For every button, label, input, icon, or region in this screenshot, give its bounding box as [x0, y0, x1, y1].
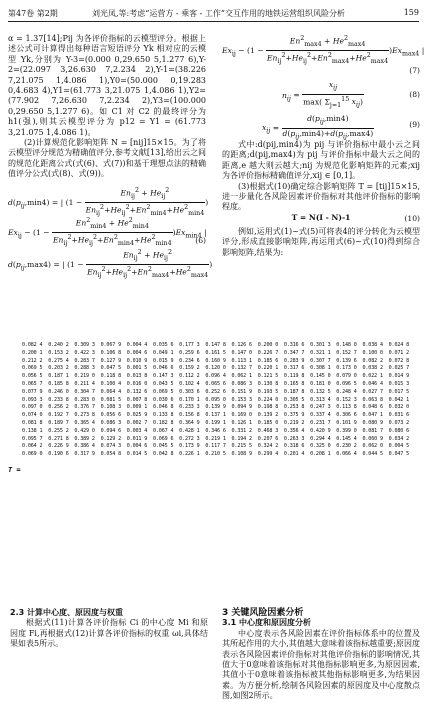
matrix-cell: 0.003 4: [126, 427, 148, 434]
matrix-cell: 0.062 1: [231, 373, 252, 380]
matrix-cell: 0.331 2: [231, 427, 252, 434]
matrix-row: [22, 389, 415, 397]
paragraph-total-matrix: (3)根据式(10)确定综合影响矩阵 T = [tij]15×15,进一步量化各风险因素评价指标对其他评价指标的影响程度。: [222, 181, 420, 212]
matrix-cell: 0.231 7: [310, 419, 331, 426]
matrix-cell: 0.317 6: [283, 365, 305, 372]
heading-2-3: 2.3 计算中心度、原因度与权重: [10, 608, 123, 617]
matrix-cell: 0.077 9: [22, 388, 43, 395]
matrix-cell: 0.309 3: [74, 342, 95, 348]
matrix-cell: 0.009 1: [126, 404, 148, 411]
matrix-cell: 0.181 0: [310, 380, 331, 387]
matrix-cell: 0.253 8: [283, 404, 305, 411]
matrix-cell: 0.069 5: [152, 388, 174, 395]
matrix-cell: 0.100 4: [100, 380, 121, 387]
matrix-cell: 0.025 7: [388, 365, 410, 372]
matrix-cell: 0.226 9: [48, 443, 69, 450]
matrix-cell: 0.177 3: [179, 342, 200, 348]
matrix-cell: 0.046 6: [152, 365, 174, 372]
matrix-cell: 0.428 1: [179, 427, 200, 434]
matrix-cell: 0.096 5: [336, 380, 357, 387]
matrix-cell: 0.207 6: [257, 435, 279, 442]
matrix-row: [22, 381, 415, 389]
matrix-cell: 0.015 3: [388, 380, 410, 387]
paragraph-normalize: (2)计算规范化影响矩阵 N = [nij]15×15。为了将云模型评分规范为精确值评分,参考文献[13],给出云之间的规范化距离公式(式(6)、式(7))和基于理想点法的精确值评分公式(式(8)、式(9))。: [8, 138, 206, 179]
paragraph-symbols: 式中:d(pij,min4)为 pij 与评价指标中最小云之间的距离;d(pij,max4)为 pij 与评价指标中最大云之间的距离,e 越大则云越大;nij 为规范化影响矩阵的元素;xij 为各评价指标精确值评分,xij ∈ [0,1]。: [222, 140, 420, 181]
matrix-cell: 0.201 4: [283, 451, 305, 458]
matrix-cell: 0.048 6: [362, 404, 383, 411]
matrix-cell: 0.069 5: [22, 365, 43, 372]
section-3: [222, 608, 420, 702]
matrix-cell: 0.199 1: [205, 419, 226, 426]
left-column: [8, 34, 213, 280]
matrix-cell: 0.185 0: [257, 419, 279, 426]
matrix-cell: 0.386 4: [74, 443, 95, 450]
matrix-cell: 0.153 3: [231, 396, 252, 403]
matrix-row: [22, 342, 415, 350]
matrix-cell: 0.038 4: [362, 342, 383, 348]
matrix-cell: 0.025 9: [126, 412, 148, 419]
matrix-cell: 0.047 5: [100, 365, 121, 372]
matrix-cell: 0.170 1: [179, 396, 200, 403]
matrix-cell: 0.224 0: [257, 396, 279, 403]
matrix-cell: 0.233 3: [179, 404, 200, 411]
matrix-cell: 0.082 2: [362, 357, 383, 364]
matrix-cell: 0.073 2: [388, 419, 410, 426]
matrix-cell: 0.356 4: [283, 427, 305, 434]
matrix-cell: 0.272 3: [179, 435, 200, 442]
matrix-cell: 0.113 1: [231, 357, 252, 364]
matrix-cell: 0.318 6: [283, 443, 305, 450]
matrix-cell: 0.082 4: [22, 342, 43, 348]
matrix-cell: 0.056 5: [22, 373, 43, 380]
matrix-row: [22, 373, 415, 381]
matrix-cell: 0.065 7: [22, 380, 43, 387]
matrix-cell: 0.071 2: [388, 349, 410, 356]
matrix-cell: 0.080 9: [362, 419, 383, 426]
matrix-cell: 0.010 9: [126, 357, 148, 364]
matrix-cell: 0.072 8: [388, 357, 410, 364]
matrix-cell: 0.347 7: [283, 349, 305, 356]
matrix-cell: 0.346 6: [205, 427, 226, 434]
matrix-cell: 0.042 8: [152, 451, 174, 458]
matrix-cell: 0.273 8: [74, 412, 95, 419]
eq10-number: (10): [404, 213, 420, 223]
matrix-cell: 0.080 6: [388, 427, 410, 434]
matrix-row: [22, 412, 415, 420]
matrix-cell: 0.117 7: [205, 443, 226, 450]
matrix-cell: 0.132 7: [231, 365, 252, 372]
matrix-cell: 0.152 3: [336, 396, 357, 403]
matrix-cell: 0.301 3: [310, 342, 331, 348]
matrix-cell: 0.252 6: [205, 388, 226, 395]
matrix-cell: 0.212 2: [22, 357, 43, 364]
matrix-cell: 0.399 0: [336, 427, 357, 434]
matrix-cell: 0.147 0: [231, 349, 252, 356]
matrix-cell: 0.137 1: [205, 412, 226, 419]
matrix-cell: 0.118 8: [100, 373, 121, 380]
equation-7-left: $d(p_{ij},\max 4)$ = | (1 − $\frac{En_{ij}^2 + He_{ij}^2}{En_{ij}^2+He_{ij}^2+En^2_{max4}+He^2_{max4}}$ ): [8, 248, 213, 280]
matrix-cell: 0.097 0: [22, 404, 43, 411]
matrix-cell: 0.169 0: [231, 412, 252, 419]
matrix-cell: 0.034 2: [388, 435, 410, 442]
matrix-cell: 0.049 1: [152, 349, 174, 356]
matrix-cell: 0.259 6: [179, 349, 200, 356]
matrix-cell: 0.022 1: [362, 373, 383, 380]
paragraph-centrality: 根据式(11)计算各评价指标 Ci 的中心度 Mi 和原因度 Fi,再根据式(12)计算各评价指标的权重 ωi,具体结果如表5所示。: [10, 618, 208, 649]
page-number: 159: [403, 8, 419, 17]
matrix-cell: 0.299 4: [257, 451, 279, 458]
matrix-cell: 0.211 4: [74, 380, 95, 387]
matrix-cell: 0.161 5: [205, 349, 226, 356]
matrix-cell: 0.283 9: [283, 357, 305, 364]
matrix-cell: 0.337 4: [310, 412, 331, 419]
matrix-cell: 0.307 7: [310, 357, 331, 364]
matrix-cell: 0.215 5: [231, 443, 252, 450]
matrix-cell: 0.220 1: [257, 365, 279, 372]
matrix-cell: 0.325 0: [310, 443, 331, 450]
matrix-cell: 0.275 4: [48, 357, 69, 364]
matrix-body: [22, 342, 415, 459]
matrix-cell: 0.248 4: [336, 388, 357, 395]
matrix-cell: 0.271 8: [48, 435, 69, 442]
matrix-cell: 0.015 9: [152, 357, 174, 364]
matrix-cell: 0.147 3: [152, 373, 174, 380]
matrix-cell: 0.294 4: [310, 435, 331, 442]
matrix-cell: 0.064 4: [100, 388, 121, 395]
matrix-cell: 0.047 5: [388, 451, 410, 458]
matrix-cell: 0.151 9: [231, 388, 252, 395]
matrix-cell: 0.219 1: [205, 435, 226, 442]
matrix-cell: 0.042 1: [388, 396, 410, 403]
matrix-cell: 0.429 0: [74, 427, 95, 434]
matrix-cell: 0.226 7: [257, 349, 279, 356]
matrix-cell: 0.160 9: [205, 357, 226, 364]
matrix-cell: 0.079 0: [336, 373, 357, 380]
paragraph-cloud-scores: α = 1.37[14];Pij 为各评价指标的云模型评分。根据上述公式可计算得出每种语言短语评分 Yk 相对应的云模型 Yk,分别为 Y-3=(0.000 0,29.650 5,1.277 6),Y-2=(22.097 3,26.630 7,2.234 2),Y-1=(38.226 7,21.075 1,4.086 1),Y0=(50.000 0,19.283 0,4.683 4),Y1=(61.773 3,21.075 1,4.086 1),Y2=(77.902 7,26.630 7,2.234 2),Y3=(100.000 0,29.650 5,1.277 6)。如 C1 对 C2 的最终评分为 h1(强),则其云模型评分为 p12 = Y1 = (61.773 3,21.075 1,4.086 1)。: [8, 34, 206, 137]
matrix-cell: 0.389 2: [74, 435, 95, 442]
matrix-cell: 0.004 6: [126, 443, 148, 450]
equation-6-cont: $Ex_{ij} - (1$ − $\frac{En^2_{min4} + He^2_{min4}}{En_{ij}^2+He_{ij}^2+En^2_{min4}+He^2_{min4}}$ )$Ex_{min4}$ | (6): [8, 216, 207, 248]
matrix-cell: 0.066 4: [336, 451, 357, 458]
matrix-cell: 0.095 0: [205, 396, 226, 403]
matrix-cell: 0.152 7: [336, 349, 357, 356]
matrix-cell: 0.069 6: [152, 435, 174, 442]
matrix-cell: 0.067 9: [100, 342, 121, 348]
matrix-cell: 0.016 0: [126, 380, 148, 387]
matrix-cell: 0.246 0: [48, 388, 69, 395]
journal-volume: 第47卷 第2期: [8, 9, 58, 18]
heading-3: 3 关键风险因素分析: [222, 608, 304, 618]
running-title: 刘光凤,等:考虑“运营方 - 乘客 - 工作”交互作用的地铁运营组织风险分析: [92, 9, 345, 18]
matrix-cell: 0.004 6: [126, 349, 148, 356]
matrix-cell: 0.303 6: [179, 388, 200, 395]
matrix-cell: 0.063 8: [362, 396, 383, 403]
eq6-number: (6): [195, 235, 206, 245]
matrix-cell: 0.316 6: [283, 342, 305, 348]
matrix-row: [22, 436, 415, 444]
matrix-cell: 0.004 4: [126, 342, 148, 348]
matrix-row: [22, 420, 415, 428]
matrix-cell: 0.193 5: [257, 388, 279, 395]
matrix-cell: 0.113 8: [336, 404, 357, 411]
matrix-cell: 0.054 8: [100, 451, 121, 458]
matrix-cell: 0.256 2: [48, 404, 69, 411]
matrix-cell: 0.189 7: [48, 419, 69, 426]
equation-8: $n_{ij}$ = $\frac{x_{ij}}{\max( \Sigma_{j=1}^{15} x_{ij})}$ (8): [282, 80, 420, 109]
matrix-cell: 0.185 6: [257, 357, 279, 364]
matrix-cell: 0.093 3: [22, 396, 43, 403]
matrix-cell: 0.226 1: [179, 451, 200, 458]
matrix-cell: 0.100 0: [362, 349, 383, 356]
matrix-cell: 0.305 5: [283, 396, 305, 403]
matrix-cell: 0.156 8: [179, 412, 200, 419]
matrix-cell: 0.139 6: [336, 357, 357, 364]
matrix-cell: 0.159 2: [179, 365, 200, 372]
matrix-cell: 0.200 0: [257, 342, 279, 348]
matrix-cell: 0.094 6: [100, 427, 121, 434]
matrix-cell: 0.014 5: [126, 451, 148, 458]
matrix-cell: 0.219 0: [74, 373, 95, 380]
matrix-cell: 0.147 8: [205, 342, 226, 348]
matrix-cell: 0.060 9: [362, 435, 383, 442]
matrix-row: [22, 428, 415, 436]
matrix-cell: 0.208 1: [310, 451, 331, 458]
matrix-cell: 0.133 8: [152, 412, 174, 419]
matrix-cell: 0.069 0: [22, 451, 43, 458]
matrix-cell: 0.132 6: [126, 388, 148, 395]
matrix-row: [22, 443, 415, 451]
page-header: [8, 7, 419, 22]
heading-3-1: 3.1 中心度和原因度分析: [222, 618, 311, 628]
matrix-cell: 0.130 8: [257, 380, 279, 387]
matrix-cell: 0.065 6: [205, 380, 226, 387]
matrix-cell: 0.219 2: [283, 419, 305, 426]
matrix-cell: 0.283 7: [74, 357, 95, 364]
eq7-number-row: [222, 66, 420, 80]
matrix-cell: 0.121 5: [257, 373, 279, 380]
matrix-cell: 0.240 2: [48, 342, 69, 348]
matrix-cell: 0.106 8: [100, 349, 121, 356]
matrix-row: [22, 404, 415, 412]
matrix-cell: 0.056 6: [100, 412, 121, 419]
matrix-cell: 0.067 4: [152, 427, 174, 434]
eq7-number: (7): [409, 66, 420, 75]
matrix-cell: 0.255 2: [48, 427, 69, 434]
matrix-cell: 0.126 1: [231, 419, 252, 426]
matrix-cell: 0.081 5: [100, 396, 121, 403]
matrix-cell: 0.198 8: [257, 404, 279, 411]
matrix-row: [22, 358, 415, 366]
matrix-cell: 0.108 3: [100, 404, 121, 411]
matrix-cell: 0.203 2: [48, 365, 69, 372]
matrix-cell: 0.420 9: [310, 427, 331, 434]
matrix-T: [8, 342, 419, 607]
matrix-cell: 0.043 5: [152, 380, 174, 387]
matrix-cell: 0.013 8: [126, 373, 148, 380]
matrix-cell: 0.132 5: [310, 388, 331, 395]
matrix-row: [22, 451, 415, 459]
paragraph-example: 例如,运用式(1)~式(5)可将表4的评分转化为云模型评分,形成直接影响矩阵,再运用式(6)~式(10)得到综合影响矩阵,结果为:: [222, 226, 420, 257]
matrix-cell: 0.247 3: [310, 404, 331, 411]
matrix-cell: 0.138 1: [22, 427, 43, 434]
matrix-cell: 0.011 9: [126, 435, 148, 442]
matrix-cell: 0.001 5: [126, 365, 148, 372]
matrix-cell: 0.283 0: [74, 396, 95, 403]
matrix-cell: 0.173 0: [336, 365, 357, 372]
matrix-cell: 0.094 9: [231, 404, 252, 411]
matrix-cell: 0.234 6: [179, 357, 200, 364]
matrix-cell: 0.095 7: [22, 435, 43, 442]
matrix-cell: 0.194 2: [231, 435, 252, 442]
matrix-cell: 0.306 6: [336, 412, 357, 419]
matrix-cell: 0.047 1: [362, 412, 383, 419]
matrix-cell: 0.324 2: [257, 443, 279, 450]
matrix-cell: 0.182 8: [152, 419, 174, 426]
eq10-formula: T = N(I - N)-1: [291, 212, 351, 222]
equation-7: $Ex_{ij} - (1$ − $\frac{En^2_{max4} + He^2_{max4}}{En_{ij}^2+He_{ij}^2+En^2_{max4}+He^2_{max4}}$ )$Ex_{max4}$ |: [222, 35, 425, 66]
matrix-cell: 0.376 7: [74, 404, 95, 411]
matrix-cell: 0.002 7: [126, 419, 148, 426]
matrix-cell: 0.108 9: [231, 451, 252, 458]
matrix-cell: 0.187 1: [48, 373, 69, 380]
matrix-cell: 0.192 7: [48, 412, 69, 419]
matrix-cell: 0.027 7: [362, 388, 383, 395]
matrix-cell: 0.230 2: [336, 443, 357, 450]
matrix-cell: 0.139 9: [205, 404, 226, 411]
matrix-cell: 0.102 4: [179, 380, 200, 387]
matrix-cell: 0.017 5: [388, 388, 410, 395]
matrix-cell: 0.313 4: [310, 396, 331, 403]
matrix-cell: 0.074 0: [22, 412, 43, 419]
matrix-cell: 0.086 3: [100, 419, 121, 426]
paragraph-analysis: 中心度表示各风险因素在评价指标体系中的位置及其所起作用的大小,其值越大意味着该指标越重要;原因度表示各风险因素评价指标对其他评价指标的影响情况,其值大于0意味着该指标对其他指标影响更多,为原因因素,其值小于0意味着该指标被其他指标影响更多,为结果因素。为方便分析,绘制各风险因素的原因度及中心度散点图,如图2所示。: [222, 628, 420, 701]
matrix-cell: 0.375 9: [283, 412, 305, 419]
matrix-cell: 0.190 6: [48, 451, 69, 458]
matrix-cell: 0.024 8: [388, 342, 410, 348]
equation-6: $d(p_{ij},\min 4)$ = | (1 − $\frac{En_{ij}^2 + He_{ij}^2}{En_{ij}^2+He_{ij}^2+En^2_{min4}+He^2_{min4}}$ ): [8, 186, 209, 218]
matrix-cell: 0.165 8: [283, 380, 305, 387]
matrix-cell: 0.081 8: [22, 419, 43, 426]
matrix-cell: 0.062 0: [362, 443, 383, 450]
matrix-cell: 0.014 9: [388, 373, 410, 380]
matrix-cell: 0.038 2: [362, 365, 383, 372]
matrix-cell: 0.045 5: [152, 443, 174, 450]
matrix-cell: 0.030 6: [152, 396, 174, 403]
matrix-cell: 0.304 7: [74, 388, 95, 395]
matrix-cell: 0.200 1: [22, 349, 43, 356]
matrix-cell: 0.120 0: [205, 365, 226, 372]
matrix-row: [22, 350, 415, 358]
matrix-cell: 0.148 0: [336, 342, 357, 348]
matrix-cell: 0.233 8: [48, 396, 69, 403]
matrix-cell: 0.081 7: [362, 427, 383, 434]
matrix-cell: 0.127 9: [100, 357, 121, 364]
matrix-cell: 0.187 8: [283, 388, 305, 395]
matrix-cell: 0.046 4: [362, 380, 383, 387]
matrix-cell: 0.210 5: [205, 451, 226, 458]
matrix-cell: 0.317 9: [74, 451, 95, 458]
matrix-cell: 0.064 2: [22, 443, 43, 450]
right-column: [222, 34, 425, 258]
matrix-cell: 0.468 3: [257, 427, 279, 434]
matrix-cell: 0.044 5: [362, 451, 383, 458]
matrix-cell: 0.035 6: [152, 342, 174, 348]
matrix-cell: 0.101 9: [336, 419, 357, 426]
matrix-cell: 0.031 6: [388, 412, 410, 419]
matrix-row: [22, 397, 415, 405]
matrix-row: [22, 365, 415, 373]
matrix-cell: 0.086 3: [231, 380, 252, 387]
matrix-cell: 0.422 3: [74, 349, 95, 356]
matrix-cell: 0.112 2: [179, 373, 200, 380]
matrix-cell: 0.364 9: [179, 419, 200, 426]
matrix-cell: 0.145 4: [336, 435, 357, 442]
equation-9: $x_{ij}$ = $\frac{d(p_{ij},\min 4)}{d(p_{ij},\min 4)+d(p_{ij},\max 4)}$ (9): [262, 114, 420, 141]
matrix-cell: 0.004 5: [388, 443, 410, 450]
matrix-cell: 0.288 3: [74, 365, 95, 372]
eq9-number: (9): [409, 120, 420, 129]
matrix-label: T =: [8, 466, 21, 474]
matrix-cell: 0.119 8: [283, 373, 305, 380]
matrix-cell: 0.308 1: [310, 365, 331, 372]
matrix-cell: 0.153 2: [48, 349, 69, 356]
matrix-cell: 0.365 4: [74, 419, 95, 426]
matrix-cell: 0.263 3: [283, 435, 305, 442]
matrix-cell: 0.007 8: [126, 396, 148, 403]
matrix-cell: 0.185 8: [48, 380, 69, 387]
matrix-cell: 0.145 0: [310, 373, 331, 380]
matrix-cell: 0.046 8: [152, 404, 174, 411]
matrix-cell: 0.321 1: [310, 349, 331, 356]
matrix-cell: 0.032 0: [388, 404, 410, 411]
matrix-cell: 0.074 3: [100, 443, 121, 450]
matrix-cell: 0.139 2: [257, 412, 279, 419]
matrix-cell: 0.173 9: [179, 443, 200, 450]
matrix-cell: 0.126 6: [231, 342, 252, 348]
eq8-number: (8): [409, 90, 420, 99]
section-2-3: [10, 608, 208, 650]
equation-10: [222, 213, 420, 227]
matrix-cell: 0.129 2: [100, 435, 121, 442]
matrix-cell: 0.096 4: [205, 373, 226, 380]
